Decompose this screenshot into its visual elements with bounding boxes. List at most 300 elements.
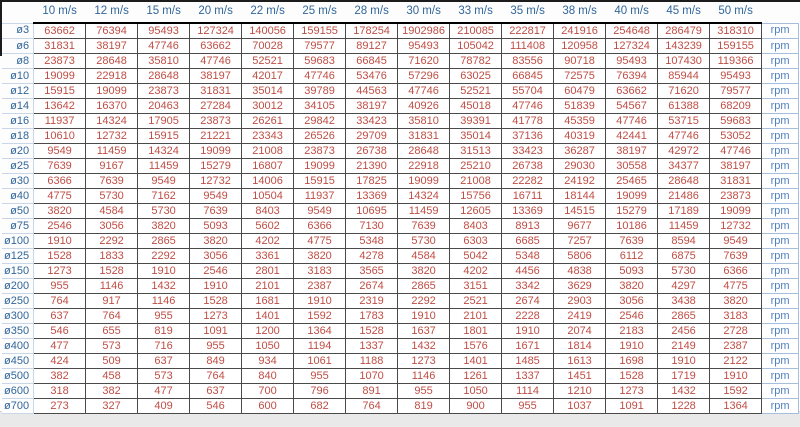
rpm-value-cell[interactable]: 7639 — [606, 234, 658, 249]
rpm-value-cell[interactable]: 24192 — [554, 174, 606, 189]
rpm-value-cell[interactable]: 1910 — [138, 264, 190, 279]
rpm-value-cell[interactable]: 10695 — [346, 204, 398, 219]
rpm-value-cell[interactable]: 1451 — [554, 369, 606, 384]
speed-header-cell[interactable]: 10 m/s — [34, 2, 86, 23]
rpm-value-cell[interactable]: 9549 — [34, 144, 86, 159]
rpm-value-cell[interactable]: 120958 — [554, 39, 606, 54]
rpm-value-cell[interactable]: 4775 — [34, 189, 86, 204]
rpm-value-cell[interactable]: 9167 — [86, 159, 138, 174]
rpm-value-cell[interactable]: 3820 — [190, 234, 242, 249]
rpm-value-cell[interactable]: 2387 — [294, 279, 346, 294]
rpm-value-cell[interactable]: 95493 — [138, 23, 190, 39]
rpm-value-cell[interactable]: 40926 — [398, 99, 450, 114]
rpm-value-cell[interactable]: 107430 — [658, 54, 710, 69]
rpm-value-cell[interactable]: 70028 — [242, 39, 294, 54]
rpm-value-cell[interactable]: 28648 — [138, 69, 190, 84]
rpm-value-cell[interactable]: 22918 — [398, 159, 450, 174]
diameter-label[interactable]: ø10 — [2, 69, 34, 84]
rpm-value-cell[interactable]: 1910 — [398, 309, 450, 324]
rpm-value-cell[interactable]: 477 — [34, 339, 86, 354]
unit-label-cell[interactable]: rpm — [762, 114, 799, 129]
rpm-value-cell[interactable]: 52521 — [450, 84, 502, 99]
rpm-value-cell[interactable]: 127324 — [190, 23, 242, 39]
rpm-value-cell[interactable]: 1719 — [658, 369, 710, 384]
rpm-value-cell[interactable]: 38197 — [710, 159, 762, 174]
rpm-value-cell[interactable]: 2319 — [346, 294, 398, 309]
rpm-value-cell[interactable]: 41778 — [502, 114, 554, 129]
speed-header-cell[interactable]: 38 m/s — [554, 2, 606, 23]
speed-header-cell[interactable]: 28 m/s — [346, 2, 398, 23]
unit-label-cell[interactable]: rpm — [762, 159, 799, 174]
rpm-value-cell[interactable]: 29030 — [554, 159, 606, 174]
speed-header-cell[interactable]: 33 m/s — [450, 2, 502, 23]
rpm-value-cell[interactable]: 53715 — [658, 114, 710, 129]
rpm-value-cell[interactable]: 546 — [190, 399, 242, 414]
rpm-value-cell[interactable]: 637 — [190, 384, 242, 399]
rpm-value-cell[interactable]: 1910 — [294, 294, 346, 309]
rpm-value-cell[interactable]: 21008 — [450, 174, 502, 189]
rpm-value-cell[interactable]: 682 — [294, 399, 346, 414]
unit-label-cell[interactable]: rpm — [762, 309, 799, 324]
rpm-value-cell[interactable]: 1910 — [502, 324, 554, 339]
rpm-value-cell[interactable]: 29842 — [294, 114, 346, 129]
rpm-value-cell[interactable]: 47746 — [710, 144, 762, 159]
rpm-value-cell[interactable]: 31831 — [34, 39, 86, 54]
diameter-label[interactable]: ø3 — [2, 23, 34, 39]
rpm-value-cell[interactable]: 509 — [86, 354, 138, 369]
rpm-value-cell[interactable]: 178254 — [346, 23, 398, 39]
rpm-value-cell[interactable]: 38197 — [86, 39, 138, 54]
rpm-value-cell[interactable]: 1194 — [294, 339, 346, 354]
rpm-value-cell[interactable]: 9549 — [710, 234, 762, 249]
rpm-value-cell[interactable]: 1637 — [398, 324, 450, 339]
rpm-value-cell[interactable]: 2292 — [138, 249, 190, 264]
rpm-value-cell[interactable]: 2074 — [554, 324, 606, 339]
rpm-value-cell[interactable]: 2419 — [554, 309, 606, 324]
rpm-value-cell[interactable]: 17825 — [346, 174, 398, 189]
rpm-value-cell[interactable]: 273 — [34, 399, 86, 414]
rpm-value-cell[interactable]: 1146 — [138, 294, 190, 309]
rpm-value-cell[interactable]: 1528 — [86, 264, 138, 279]
diameter-label[interactable]: ø40 — [2, 189, 34, 204]
rpm-value-cell[interactable]: 637 — [34, 309, 86, 324]
rpm-value-cell[interactable]: 2546 — [34, 219, 86, 234]
rpm-value-cell[interactable]: 14006 — [242, 174, 294, 189]
unit-label-cell[interactable]: rpm — [762, 69, 799, 84]
rpm-value-cell[interactable]: 5730 — [658, 264, 710, 279]
rpm-value-cell[interactable]: 655 — [86, 324, 138, 339]
unit-label-cell[interactable]: rpm — [762, 234, 799, 249]
rpm-value-cell[interactable]: 25210 — [450, 159, 502, 174]
unit-label-cell[interactable]: rpm — [762, 204, 799, 219]
rpm-value-cell[interactable]: 11459 — [138, 159, 190, 174]
rpm-value-cell[interactable]: 3820 — [294, 249, 346, 264]
rpm-value-cell[interactable]: 28648 — [658, 174, 710, 189]
unit-label-cell[interactable]: rpm — [762, 264, 799, 279]
rpm-value-cell[interactable]: 2801 — [242, 264, 294, 279]
rpm-value-cell[interactable]: 8403 — [450, 219, 502, 234]
rpm-value-cell[interactable]: 35014 — [450, 129, 502, 144]
rpm-value-cell[interactable]: 477 — [138, 384, 190, 399]
rpm-value-cell[interactable]: 42972 — [658, 144, 710, 159]
rpm-value-cell[interactable]: 2228 — [502, 309, 554, 324]
unit-label-cell[interactable]: rpm — [762, 249, 799, 264]
rpm-value-cell[interactable]: 17905 — [138, 114, 190, 129]
rpm-value-cell[interactable]: 47746 — [294, 69, 346, 84]
rpm-value-cell[interactable]: 16370 — [86, 99, 138, 114]
rpm-value-cell[interactable]: 1200 — [242, 324, 294, 339]
rpm-value-cell[interactable]: 16711 — [502, 189, 554, 204]
rpm-value-cell[interactable]: 21390 — [346, 159, 398, 174]
rpm-value-cell[interactable]: 1070 — [346, 369, 398, 384]
rpm-value-cell[interactable]: 31831 — [190, 84, 242, 99]
diameter-label[interactable]: ø400 — [2, 339, 34, 354]
rpm-value-cell[interactable]: 47746 — [398, 84, 450, 99]
rpm-value-cell[interactable]: 19099 — [606, 189, 658, 204]
rpm-value-cell[interactable]: 6303 — [450, 234, 502, 249]
unit-label-cell[interactable]: rpm — [762, 189, 799, 204]
rpm-value-cell[interactable]: 29709 — [346, 129, 398, 144]
rpm-value-cell[interactable]: 2387 — [710, 339, 762, 354]
rpm-value-cell[interactable]: 4775 — [294, 234, 346, 249]
rpm-value-cell[interactable]: 53476 — [346, 69, 398, 84]
rpm-value-cell[interactable]: 44563 — [346, 84, 398, 99]
rpm-value-cell[interactable]: 849 — [190, 354, 242, 369]
rpm-value-cell[interactable]: 10504 — [242, 189, 294, 204]
rpm-value-cell[interactable]: 95493 — [710, 69, 762, 84]
rpm-value-cell[interactable]: 26261 — [242, 114, 294, 129]
rpm-value-cell[interactable]: 3183 — [710, 309, 762, 324]
rpm-value-cell[interactable]: 21221 — [190, 129, 242, 144]
rpm-value-cell[interactable]: 15279 — [606, 204, 658, 219]
rpm-value-cell[interactable]: 6112 — [606, 249, 658, 264]
rpm-value-cell[interactable]: 1273 — [606, 384, 658, 399]
rpm-value-cell[interactable]: 2903 — [554, 294, 606, 309]
rpm-value-cell[interactable]: 840 — [242, 369, 294, 384]
rpm-value-cell[interactable]: 57296 — [398, 69, 450, 84]
diameter-label[interactable]: ø14 — [2, 99, 34, 114]
rpm-value-cell[interactable]: 19099 — [190, 144, 242, 159]
rpm-value-cell[interactable]: 1037 — [554, 399, 606, 414]
rpm-value-cell[interactable]: 1364 — [710, 399, 762, 414]
speed-header-cell[interactable]: 50 m/s — [710, 2, 762, 23]
rpm-value-cell[interactable]: 637 — [138, 354, 190, 369]
rpm-value-cell[interactable]: 23873 — [294, 144, 346, 159]
diameter-label[interactable]: ø700 — [2, 399, 34, 414]
rpm-value-cell[interactable]: 34377 — [658, 159, 710, 174]
rpm-value-cell[interactable]: 8913 — [502, 219, 554, 234]
rpm-value-cell[interactable]: 2101 — [450, 309, 502, 324]
rpm-value-cell[interactable]: 3565 — [346, 264, 398, 279]
rpm-value-cell[interactable]: 3342 — [502, 279, 554, 294]
rpm-value-cell[interactable]: 19099 — [34, 69, 86, 84]
diameter-label[interactable]: ø6 — [2, 39, 34, 54]
diameter-label[interactable]: ø200 — [2, 279, 34, 294]
rpm-value-cell[interactable]: 700 — [242, 384, 294, 399]
unit-label-cell[interactable]: rpm — [762, 129, 799, 144]
rpm-value-cell[interactable]: 47746 — [606, 114, 658, 129]
rpm-value-cell[interactable]: 2546 — [190, 264, 242, 279]
rpm-value-cell[interactable]: 37136 — [502, 129, 554, 144]
rpm-value-cell[interactable]: 1910 — [658, 354, 710, 369]
diameter-label[interactable]: ø50 — [2, 204, 34, 219]
speed-header-cell[interactable]: 22 m/s — [242, 2, 294, 23]
rpm-value-cell[interactable]: 63025 — [450, 69, 502, 84]
rpm-value-cell[interactable]: 17189 — [658, 204, 710, 219]
diameter-label[interactable]: ø150 — [2, 264, 34, 279]
speed-header-cell[interactable]: 25 m/s — [294, 2, 346, 23]
rpm-value-cell[interactable]: 222817 — [502, 23, 554, 39]
rpm-value-cell[interactable]: 23873 — [138, 84, 190, 99]
rpm-value-cell[interactable]: 600 — [242, 399, 294, 414]
speed-header-cell[interactable]: 20 m/s — [190, 2, 242, 23]
rpm-value-cell[interactable]: 5806 — [554, 249, 606, 264]
rpm-value-cell[interactable]: 6366 — [294, 219, 346, 234]
diameter-label[interactable]: ø16 — [2, 114, 34, 129]
rpm-value-cell[interactable]: 8594 — [658, 234, 710, 249]
rpm-value-cell[interactable]: 71620 — [398, 54, 450, 69]
unit-label-cell[interactable]: rpm — [762, 84, 799, 99]
rpm-value-cell[interactable]: 7257 — [554, 234, 606, 249]
rpm-value-cell[interactable]: 11459 — [398, 204, 450, 219]
rpm-value-cell[interactable]: 2521 — [450, 294, 502, 309]
unit-label-cell[interactable]: rpm — [762, 279, 799, 294]
rpm-value-cell[interactable]: 3056 — [190, 249, 242, 264]
rpm-value-cell[interactable]: 1910 — [606, 339, 658, 354]
diameter-label[interactable]: ø450 — [2, 354, 34, 369]
rpm-value-cell[interactable]: 1273 — [190, 309, 242, 324]
rpm-value-cell[interactable]: 1273 — [34, 264, 86, 279]
rpm-value-cell[interactable]: 318 — [34, 384, 86, 399]
rpm-value-cell[interactable]: 59683 — [710, 114, 762, 129]
rpm-value-cell[interactable]: 1698 — [606, 354, 658, 369]
rpm-value-cell[interactable]: 30558 — [606, 159, 658, 174]
rpm-value-cell[interactable]: 409 — [138, 399, 190, 414]
rpm-value-cell[interactable]: 3820 — [398, 264, 450, 279]
rpm-value-cell[interactable]: 105042 — [450, 39, 502, 54]
unit-label-cell[interactable]: rpm — [762, 174, 799, 189]
rpm-value-cell[interactable]: 955 — [398, 384, 450, 399]
rpm-value-cell[interactable]: 934 — [242, 354, 294, 369]
diameter-label[interactable]: ø300 — [2, 309, 34, 324]
rpm-value-cell[interactable]: 14324 — [86, 114, 138, 129]
rpm-value-cell[interactable]: 1485 — [502, 354, 554, 369]
unit-label-cell[interactable]: rpm — [762, 339, 799, 354]
rpm-value-cell[interactable]: 4202 — [242, 234, 294, 249]
rpm-value-cell[interactable]: 764 — [34, 294, 86, 309]
rpm-value-cell[interactable]: 7639 — [34, 159, 86, 174]
rpm-value-cell[interactable]: 458 — [86, 369, 138, 384]
rpm-value-cell[interactable]: 2674 — [346, 279, 398, 294]
rpm-value-cell[interactable]: 1671 — [502, 339, 554, 354]
rpm-value-cell[interactable]: 1364 — [294, 324, 346, 339]
speed-header-cell[interactable]: 30 m/s — [398, 2, 450, 23]
rpm-value-cell[interactable]: 3820 — [34, 204, 86, 219]
rpm-value-cell[interactable]: 95493 — [398, 39, 450, 54]
rpm-value-cell[interactable]: 11459 — [658, 219, 710, 234]
rpm-value-cell[interactable]: 9549 — [190, 189, 242, 204]
rpm-value-cell[interactable]: 3629 — [554, 279, 606, 294]
rpm-value-cell[interactable]: 42017 — [242, 69, 294, 84]
rpm-value-cell[interactable]: 11937 — [34, 114, 86, 129]
rpm-value-cell[interactable]: 4584 — [398, 249, 450, 264]
rpm-value-cell[interactable]: 4456 — [502, 264, 554, 279]
rpm-value-cell[interactable]: 12732 — [86, 129, 138, 144]
rpm-value-cell[interactable]: 796 — [294, 384, 346, 399]
rpm-value-cell[interactable]: 1050 — [450, 384, 502, 399]
rpm-value-cell[interactable]: 2149 — [658, 339, 710, 354]
rpm-value-cell[interactable]: 382 — [34, 369, 86, 384]
rpm-value-cell[interactable]: 1210 — [554, 384, 606, 399]
rpm-value-cell[interactable]: 15756 — [450, 189, 502, 204]
rpm-value-cell[interactable]: 1528 — [606, 369, 658, 384]
rpm-value-cell[interactable]: 900 — [450, 399, 502, 414]
rpm-value-cell[interactable]: 35810 — [398, 114, 450, 129]
rpm-value-cell[interactable]: 25465 — [606, 174, 658, 189]
rpm-value-cell[interactable]: 955 — [138, 309, 190, 324]
rpm-value-cell[interactable]: 61388 — [658, 99, 710, 114]
rpm-value-cell[interactable]: 1401 — [450, 354, 502, 369]
rpm-value-cell[interactable]: 27284 — [190, 99, 242, 114]
unit-label-cell[interactable]: rpm — [762, 294, 799, 309]
rpm-value-cell[interactable]: 30012 — [242, 99, 294, 114]
rpm-value-cell[interactable]: 1783 — [346, 309, 398, 324]
rpm-value-cell[interactable]: 5093 — [190, 219, 242, 234]
rpm-value-cell[interactable]: 5730 — [398, 234, 450, 249]
rpm-value-cell[interactable]: 78782 — [450, 54, 502, 69]
diameter-label[interactable]: ø12 — [2, 84, 34, 99]
diameter-label[interactable]: ø125 — [2, 249, 34, 264]
rpm-value-cell[interactable]: 3820 — [138, 219, 190, 234]
rpm-value-cell[interactable]: 382 — [86, 384, 138, 399]
rpm-value-cell[interactable]: 254648 — [606, 23, 658, 39]
rpm-value-cell[interactable]: 13369 — [346, 189, 398, 204]
rpm-value-cell[interactable]: 1091 — [190, 324, 242, 339]
rpm-value-cell[interactable]: 2865 — [658, 309, 710, 324]
rpm-value-cell[interactable]: 95493 — [606, 54, 658, 69]
unit-label-cell[interactable]: rpm — [762, 39, 799, 54]
diameter-label[interactable]: ø8 — [2, 54, 34, 69]
rpm-value-cell[interactable]: 54567 — [606, 99, 658, 114]
rpm-value-cell[interactable]: 12605 — [450, 204, 502, 219]
rpm-value-cell[interactable]: 2292 — [398, 294, 450, 309]
rpm-value-cell[interactable]: 1228 — [658, 399, 710, 414]
rpm-value-cell[interactable]: 33423 — [346, 114, 398, 129]
rpm-value-cell[interactable]: 1592 — [710, 384, 762, 399]
rpm-value-cell[interactable]: 1902986 — [398, 23, 450, 39]
rpm-value-cell[interactable]: 1337 — [346, 339, 398, 354]
rpm-value-cell[interactable]: 573 — [138, 369, 190, 384]
rpm-value-cell[interactable]: 2865 — [138, 234, 190, 249]
rpm-value-cell[interactable]: 1528 — [346, 324, 398, 339]
rpm-value-cell[interactable]: 119366 — [710, 54, 762, 69]
rpm-value-cell[interactable]: 3056 — [86, 219, 138, 234]
rpm-value-cell[interactable]: 15279 — [190, 159, 242, 174]
rpm-value-cell[interactable]: 955 — [34, 279, 86, 294]
rpm-value-cell[interactable]: 35014 — [242, 84, 294, 99]
unit-label-cell[interactable]: rpm — [762, 369, 799, 384]
rpm-value-cell[interactable]: 45018 — [450, 99, 502, 114]
rpm-value-cell[interactable]: 14324 — [398, 189, 450, 204]
rpm-value-cell[interactable]: 1261 — [450, 369, 502, 384]
rpm-value-cell[interactable]: 9549 — [138, 174, 190, 189]
rpm-value-cell[interactable]: 1801 — [450, 324, 502, 339]
rpm-value-cell[interactable]: 111408 — [502, 39, 554, 54]
rpm-value-cell[interactable]: 83556 — [502, 54, 554, 69]
rpm-value-cell[interactable]: 18144 — [554, 189, 606, 204]
rpm-value-cell[interactable]: 1910 — [710, 369, 762, 384]
rpm-value-cell[interactable]: 15915 — [34, 84, 86, 99]
rpm-value-cell[interactable]: 1833 — [86, 249, 138, 264]
rpm-value-cell[interactable]: 7639 — [710, 249, 762, 264]
unit-label-cell[interactable]: rpm — [762, 219, 799, 234]
rpm-value-cell[interactable]: 63662 — [34, 23, 86, 39]
rpm-value-cell[interactable]: 72575 — [554, 69, 606, 84]
rpm-value-cell[interactable]: 89127 — [346, 39, 398, 54]
rpm-value-cell[interactable]: 917 — [86, 294, 138, 309]
rpm-value-cell[interactable]: 1146 — [86, 279, 138, 294]
diameter-label[interactable]: ø20 — [2, 144, 34, 159]
rpm-value-cell[interactable]: 1146 — [398, 369, 450, 384]
rpm-value-cell[interactable]: 19099 — [86, 84, 138, 99]
rpm-value-cell[interactable]: 40319 — [554, 129, 606, 144]
rpm-value-cell[interactable]: 7639 — [190, 204, 242, 219]
rpm-value-cell[interactable]: 26738 — [346, 144, 398, 159]
rpm-value-cell[interactable]: 47746 — [502, 99, 554, 114]
unit-label-cell[interactable]: rpm — [762, 384, 799, 399]
rpm-value-cell[interactable]: 6366 — [34, 174, 86, 189]
rpm-value-cell[interactable]: 210085 — [450, 23, 502, 39]
rpm-value-cell[interactable]: 286479 — [658, 23, 710, 39]
rpm-value-cell[interactable]: 79577 — [294, 39, 346, 54]
rpm-value-cell[interactable]: 47746 — [190, 54, 242, 69]
rpm-value-cell[interactable]: 90718 — [554, 54, 606, 69]
rpm-value-cell[interactable]: 4297 — [658, 279, 710, 294]
speed-header-cell[interactable]: 40 m/s — [606, 2, 658, 23]
rpm-value-cell[interactable]: 22918 — [86, 69, 138, 84]
rpm-value-cell[interactable]: 39789 — [294, 84, 346, 99]
rpm-value-cell[interactable]: 1576 — [450, 339, 502, 354]
rpm-value-cell[interactable]: 14324 — [138, 144, 190, 159]
rpm-value-cell[interactable]: 1528 — [34, 249, 86, 264]
rpm-value-cell[interactable]: 28648 — [398, 144, 450, 159]
rpm-value-cell[interactable]: 14515 — [554, 204, 606, 219]
rpm-value-cell[interactable]: 1273 — [398, 354, 450, 369]
rpm-value-cell[interactable]: 5730 — [138, 204, 190, 219]
rpm-value-cell[interactable]: 10186 — [606, 219, 658, 234]
rpm-value-cell[interactable]: 51839 — [554, 99, 606, 114]
rpm-value-cell[interactable]: 2101 — [242, 279, 294, 294]
rpm-value-cell[interactable]: 31831 — [710, 174, 762, 189]
rpm-value-cell[interactable]: 66845 — [346, 54, 398, 69]
rpm-value-cell[interactable]: 4278 — [346, 249, 398, 264]
rpm-value-cell[interactable]: 1432 — [398, 339, 450, 354]
unit-label-cell[interactable]: rpm — [762, 144, 799, 159]
rpm-value-cell[interactable]: 819 — [398, 399, 450, 414]
rpm-value-cell[interactable]: 241916 — [554, 23, 606, 39]
rpm-value-cell[interactable]: 79577 — [710, 84, 762, 99]
rpm-value-cell[interactable]: 3056 — [606, 294, 658, 309]
rpm-value-cell[interactable]: 764 — [190, 369, 242, 384]
rpm-value-cell[interactable]: 4202 — [450, 264, 502, 279]
rpm-value-cell[interactable]: 13369 — [502, 204, 554, 219]
rpm-value-cell[interactable]: 6875 — [658, 249, 710, 264]
rpm-value-cell[interactable]: 159155 — [294, 23, 346, 39]
rpm-value-cell[interactable]: 26526 — [294, 129, 346, 144]
rpm-value-cell[interactable]: 21486 — [658, 189, 710, 204]
speed-header-cell[interactable]: 15 m/s — [138, 2, 190, 23]
rpm-value-cell[interactable]: 3820 — [710, 294, 762, 309]
